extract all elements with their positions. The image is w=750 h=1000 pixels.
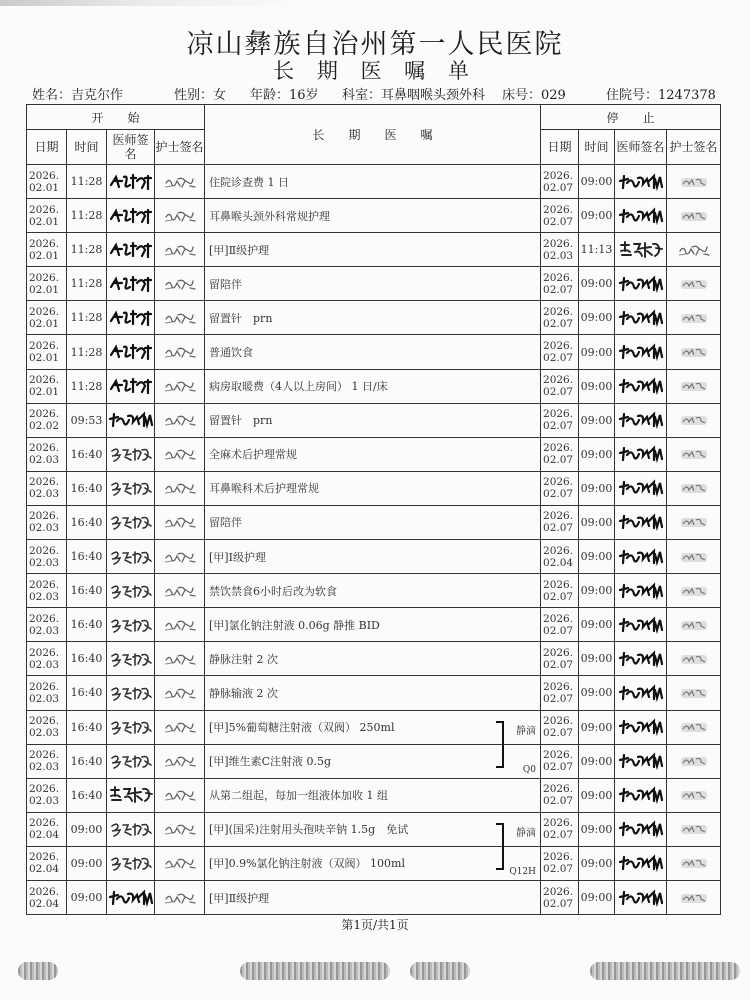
order-text bbox=[205, 165, 541, 199]
start-nurse-signature bbox=[155, 608, 205, 642]
order-content: 禁饮禁食6小时后改为软食 bbox=[209, 584, 338, 598]
stop-nurse-signature bbox=[667, 233, 721, 267]
stop-date: 2026. 02.07 bbox=[541, 403, 579, 437]
stop-date: 2026. 02.07 bbox=[541, 676, 579, 710]
admission-number: 住院号：1247378 bbox=[606, 88, 716, 103]
stop-doctor-signature bbox=[615, 880, 667, 914]
stop-nurse-header: 护士签名 bbox=[667, 130, 721, 165]
start-date: 2026. 02.02 bbox=[27, 403, 67, 437]
stop-doctor-header: 医师签名 bbox=[615, 130, 667, 165]
start-date: 2026. 02.01 bbox=[27, 267, 67, 301]
stop-doctor-signature bbox=[615, 540, 667, 574]
start-date: 2026. 02.03 bbox=[27, 744, 67, 778]
stop-time-header: 时间 bbox=[579, 130, 615, 165]
start-nurse-signature bbox=[155, 812, 205, 846]
order-content: 留置针 prn bbox=[209, 311, 273, 325]
stop-date: 2026. 02.07 bbox=[541, 846, 579, 880]
order-content: 耳鼻喉头颈外科常规护理 bbox=[209, 209, 331, 223]
stop-time: 09:00 bbox=[579, 880, 615, 914]
stop-time: 09:00 bbox=[579, 642, 615, 676]
route-frequency-label: 静滴 bbox=[516, 827, 537, 839]
start-time: 16:40 bbox=[67, 505, 107, 539]
stop-nurse-signature bbox=[667, 403, 721, 437]
start-time: 11:28 bbox=[67, 233, 107, 267]
stop-date: 2026. 02.07 bbox=[541, 505, 579, 539]
start-date: 2026. 02.04 bbox=[27, 812, 67, 846]
order-content: [甲]Ⅱ级护理 bbox=[209, 243, 270, 257]
order-text bbox=[205, 403, 541, 437]
start-date: 2026. 02.04 bbox=[27, 846, 67, 880]
start-doctor-signature bbox=[107, 505, 155, 539]
scan-smudge bbox=[240, 962, 390, 980]
scan-smudge bbox=[410, 962, 470, 980]
route-frequency-label: 静滴 bbox=[516, 725, 537, 737]
stop-time: 09:00 bbox=[579, 812, 615, 846]
start-nurse-signature bbox=[155, 505, 205, 539]
order-text bbox=[205, 267, 541, 301]
group-bracket bbox=[496, 823, 504, 847]
start-nurse-signature bbox=[155, 335, 205, 369]
start-doctor-header: 医师签名 bbox=[107, 130, 155, 165]
stop-date: 2026. 02.07 bbox=[541, 199, 579, 233]
start-time: 16:40 bbox=[67, 676, 107, 710]
start-doctor-signature bbox=[107, 233, 155, 267]
start-time: 16:40 bbox=[67, 574, 107, 608]
start-doctor-signature bbox=[107, 335, 155, 369]
start-nurse-signature bbox=[155, 880, 205, 914]
start-date: 2026. 02.04 bbox=[27, 880, 67, 914]
start-time: 11:28 bbox=[67, 267, 107, 301]
start-nurse-signature bbox=[155, 233, 205, 267]
orders-column-header: 长 期 医 嘱 bbox=[205, 105, 541, 165]
stop-date: 2026. 02.03 bbox=[541, 233, 579, 267]
stop-doctor-signature bbox=[615, 403, 667, 437]
start-date: 2026. 02.01 bbox=[27, 335, 67, 369]
stop-time: 11:13 bbox=[579, 233, 615, 267]
stop-time: 09:00 bbox=[579, 165, 615, 199]
stop-date: 2026. 02.07 bbox=[541, 880, 579, 914]
page-number: 第1页/共1页 bbox=[341, 918, 409, 932]
stop-date: 2026. 02.07 bbox=[541, 267, 579, 301]
stop-doctor-signature bbox=[615, 642, 667, 676]
start-doctor-signature bbox=[107, 165, 155, 199]
group-bracket bbox=[496, 721, 504, 745]
start-date: 2026. 02.01 bbox=[27, 369, 67, 403]
order-text bbox=[205, 710, 541, 744]
start-time: 11:28 bbox=[67, 199, 107, 233]
stop-nurse-signature bbox=[667, 301, 721, 335]
start-time: 09:00 bbox=[67, 846, 107, 880]
stop-date: 2026. 02.07 bbox=[541, 437, 579, 471]
stop-nurse-signature bbox=[667, 710, 721, 744]
stop-doctor-signature bbox=[615, 744, 667, 778]
order-text bbox=[205, 608, 541, 642]
stop-time: 09:00 bbox=[579, 437, 615, 471]
stop-date: 2026. 02.07 bbox=[541, 812, 579, 846]
stop-doctor-signature bbox=[615, 267, 667, 301]
start-date: 2026. 02.03 bbox=[27, 574, 67, 608]
start-date: 2026. 02.01 bbox=[27, 165, 67, 199]
stop-doctor-signature bbox=[615, 335, 667, 369]
scan-smudge bbox=[590, 962, 740, 980]
order-text bbox=[205, 574, 541, 608]
order-content: 留置针 prn bbox=[209, 414, 273, 428]
start-doctor-signature bbox=[107, 471, 155, 505]
order-row bbox=[27, 710, 721, 744]
stop-nurse-signature bbox=[667, 778, 721, 812]
group-bracket bbox=[496, 846, 504, 870]
order-row bbox=[27, 778, 721, 812]
start-doctor-signature bbox=[107, 437, 155, 471]
stop-doctor-signature bbox=[615, 778, 667, 812]
route-frequency-label: Q0 bbox=[522, 764, 537, 775]
patient-age: 年龄：16岁 bbox=[250, 88, 319, 103]
start-time: 16:40 bbox=[67, 471, 107, 505]
order-row bbox=[27, 608, 721, 642]
stop-time: 09:00 bbox=[579, 267, 615, 301]
start-doctor-signature bbox=[107, 778, 155, 812]
long-term-orders-table bbox=[26, 104, 721, 915]
start-doctor-signature bbox=[107, 744, 155, 778]
start-time: 09:00 bbox=[67, 812, 107, 846]
start-nurse-signature bbox=[155, 744, 205, 778]
stop-time: 09:00 bbox=[579, 403, 615, 437]
stop-date: 2026. 02.07 bbox=[541, 744, 579, 778]
start-date: 2026. 02.03 bbox=[27, 676, 67, 710]
order-row bbox=[27, 165, 721, 199]
start-doctor-signature bbox=[107, 540, 155, 574]
order-text bbox=[205, 812, 541, 846]
start-date: 2026. 02.03 bbox=[27, 778, 67, 812]
start-nurse-signature bbox=[155, 267, 205, 301]
stop-nurse-signature bbox=[667, 505, 721, 539]
start-doctor-signature bbox=[107, 710, 155, 744]
stop-nurse-signature bbox=[667, 574, 721, 608]
order-content: [甲]Ⅱ级护理 bbox=[209, 891, 270, 905]
start-date: 2026. 02.01 bbox=[27, 233, 67, 267]
order-content: 全麻术后护理常规 bbox=[209, 448, 298, 462]
start-date: 2026. 02.03 bbox=[27, 437, 67, 471]
start-date: 2026. 02.01 bbox=[27, 301, 67, 335]
start-doctor-signature bbox=[107, 403, 155, 437]
start-nurse-signature bbox=[155, 437, 205, 471]
scan-edge bbox=[0, 0, 750, 6]
start-time: 11:28 bbox=[67, 165, 107, 199]
start-nurse-signature bbox=[155, 165, 205, 199]
stop-doctor-signature bbox=[615, 846, 667, 880]
order-text bbox=[205, 505, 541, 539]
order-row bbox=[27, 574, 721, 608]
start-time: 09:00 bbox=[67, 880, 107, 914]
order-text bbox=[205, 676, 541, 710]
stop-time: 09:00 bbox=[579, 608, 615, 642]
stop-time: 09:00 bbox=[579, 540, 615, 574]
start-doctor-signature bbox=[107, 642, 155, 676]
stop-date: 2026. 02.04 bbox=[541, 540, 579, 574]
stop-doctor-signature bbox=[615, 812, 667, 846]
stop-nurse-signature bbox=[667, 846, 721, 880]
stop-date: 2026. 02.07 bbox=[541, 369, 579, 403]
order-row bbox=[27, 505, 721, 539]
stop-doctor-signature bbox=[615, 369, 667, 403]
stop-date: 2026. 02.07 bbox=[541, 301, 579, 335]
stop-time: 09:00 bbox=[579, 574, 615, 608]
start-nurse-signature bbox=[155, 471, 205, 505]
order-row bbox=[27, 335, 721, 369]
stop-nurse-signature bbox=[667, 199, 721, 233]
stop-group-header: 停 止 bbox=[541, 105, 721, 130]
start-date: 2026. 02.01 bbox=[27, 199, 67, 233]
order-text bbox=[205, 471, 541, 505]
start-nurse-header: 护士签名 bbox=[155, 130, 205, 165]
order-content: 病房取暖费（4人以上房间） 1 日/床 bbox=[209, 380, 388, 394]
start-doctor-signature bbox=[107, 267, 155, 301]
order-row bbox=[27, 744, 721, 778]
order-row bbox=[27, 880, 721, 914]
stop-nurse-signature bbox=[667, 369, 721, 403]
start-time: 11:28 bbox=[67, 369, 107, 403]
start-doctor-signature bbox=[107, 846, 155, 880]
order-row bbox=[27, 540, 721, 574]
start-nurse-signature bbox=[155, 710, 205, 744]
start-nurse-signature bbox=[155, 642, 205, 676]
scan-smudge bbox=[18, 962, 58, 980]
order-row bbox=[27, 812, 721, 846]
order-row bbox=[27, 369, 721, 403]
stop-time: 09:00 bbox=[579, 710, 615, 744]
start-doctor-signature bbox=[107, 574, 155, 608]
stop-date: 2026. 02.07 bbox=[541, 574, 579, 608]
order-content: 留陪伴 bbox=[209, 516, 243, 530]
patient-sex: 性别：女 bbox=[174, 88, 227, 103]
start-time: 16:40 bbox=[67, 778, 107, 812]
stop-nurse-signature bbox=[667, 642, 721, 676]
start-time-header: 时间 bbox=[67, 130, 107, 165]
start-nurse-signature bbox=[155, 846, 205, 880]
stop-doctor-signature bbox=[615, 301, 667, 335]
start-time: 16:40 bbox=[67, 437, 107, 471]
start-nurse-signature bbox=[155, 676, 205, 710]
order-rows bbox=[27, 165, 721, 915]
order-content: [甲]Ⅰ级护理 bbox=[209, 550, 266, 564]
start-date: 2026. 02.03 bbox=[27, 505, 67, 539]
start-time: 16:40 bbox=[67, 540, 107, 574]
stop-nurse-signature bbox=[667, 676, 721, 710]
stop-doctor-signature bbox=[615, 165, 667, 199]
start-time: 16:40 bbox=[67, 608, 107, 642]
order-row bbox=[27, 233, 721, 267]
order-text bbox=[205, 744, 541, 778]
stop-time: 09:00 bbox=[579, 846, 615, 880]
stop-time: 09:00 bbox=[579, 778, 615, 812]
group-bracket bbox=[496, 744, 504, 768]
order-text bbox=[205, 301, 541, 335]
start-time: 16:40 bbox=[67, 744, 107, 778]
order-content: 留陪伴 bbox=[209, 277, 243, 291]
stop-time: 09:00 bbox=[579, 471, 615, 505]
stop-nurse-signature bbox=[667, 880, 721, 914]
order-text bbox=[205, 335, 541, 369]
patient-bed: 床号：029 bbox=[502, 88, 566, 103]
order-content: 耳鼻喉科术后护理常规 bbox=[209, 482, 320, 496]
stop-doctor-signature bbox=[615, 608, 667, 642]
start-date: 2026. 02.03 bbox=[27, 608, 67, 642]
start-time: 16:40 bbox=[67, 710, 107, 744]
stop-nurse-signature bbox=[667, 608, 721, 642]
order-content: [甲]5%葡萄糖注射液（双阀） 250ml bbox=[209, 721, 395, 735]
start-date: 2026. 02.03 bbox=[27, 540, 67, 574]
stop-time: 09:00 bbox=[579, 505, 615, 539]
patient-dept: 科室：耳鼻咽喉头颈外科 bbox=[342, 88, 486, 103]
order-row bbox=[27, 403, 721, 437]
start-nurse-signature bbox=[155, 778, 205, 812]
route-frequency-label: Q12H bbox=[509, 866, 537, 877]
start-time: 11:28 bbox=[67, 335, 107, 369]
order-text bbox=[205, 642, 541, 676]
stop-doctor-signature bbox=[615, 710, 667, 744]
document-title: 长 期 医 嘱 单 bbox=[273, 59, 477, 83]
stop-doctor-signature bbox=[615, 437, 667, 471]
stop-time: 09:00 bbox=[579, 369, 615, 403]
stop-time: 09:00 bbox=[579, 676, 615, 710]
stop-doctor-signature bbox=[615, 471, 667, 505]
order-content: [甲]氯化钠注射液 0.06g 静推 BID bbox=[209, 618, 380, 632]
stop-nurse-signature bbox=[667, 335, 721, 369]
order-text bbox=[205, 846, 541, 880]
stop-nurse-signature bbox=[667, 540, 721, 574]
order-text bbox=[205, 369, 541, 403]
start-nurse-signature bbox=[155, 301, 205, 335]
start-time: 16:40 bbox=[67, 642, 107, 676]
stop-date-header: 日期 bbox=[541, 130, 579, 165]
stop-nurse-signature bbox=[667, 812, 721, 846]
order-text bbox=[205, 233, 541, 267]
start-nurse-signature bbox=[155, 540, 205, 574]
order-row bbox=[27, 199, 721, 233]
start-doctor-signature bbox=[107, 676, 155, 710]
stop-doctor-signature bbox=[615, 676, 667, 710]
order-row bbox=[27, 437, 721, 471]
start-time: 09:53 bbox=[67, 403, 107, 437]
start-doctor-signature bbox=[107, 199, 155, 233]
order-text bbox=[205, 199, 541, 233]
stop-date: 2026. 02.07 bbox=[541, 710, 579, 744]
order-text bbox=[205, 778, 541, 812]
order-content: 静脉输液 2 次 bbox=[209, 686, 279, 700]
stop-date: 2026. 02.07 bbox=[541, 165, 579, 199]
order-content: 静脉注射 2 次 bbox=[209, 652, 279, 666]
stop-doctor-signature bbox=[615, 233, 667, 267]
start-date: 2026. 02.03 bbox=[27, 642, 67, 676]
order-text bbox=[205, 540, 541, 574]
order-text bbox=[205, 437, 541, 471]
start-doctor-signature bbox=[107, 301, 155, 335]
stop-date: 2026. 02.07 bbox=[541, 778, 579, 812]
stop-nurse-signature bbox=[667, 744, 721, 778]
patient-info bbox=[32, 84, 722, 104]
order-row bbox=[27, 301, 721, 335]
stop-nurse-signature bbox=[667, 267, 721, 301]
stop-time: 09:00 bbox=[579, 199, 615, 233]
start-date-header: 日期 bbox=[27, 130, 67, 165]
stop-time: 09:00 bbox=[579, 301, 615, 335]
stop-doctor-signature bbox=[615, 505, 667, 539]
order-content: [甲]0.9%氯化钠注射液（双阀） 100ml bbox=[209, 857, 405, 871]
stop-date: 2026. 02.07 bbox=[541, 608, 579, 642]
order-row bbox=[27, 676, 721, 710]
stop-date: 2026. 02.07 bbox=[541, 335, 579, 369]
stop-date: 2026. 02.07 bbox=[541, 471, 579, 505]
stop-doctor-signature bbox=[615, 199, 667, 233]
start-nurse-signature bbox=[155, 574, 205, 608]
stop-nurse-signature bbox=[667, 471, 721, 505]
start-group-header: 开 始 bbox=[27, 105, 205, 130]
order-content: 从第二组起，每加一组液体加收 1 组 bbox=[209, 789, 389, 803]
stop-time: 09:00 bbox=[579, 335, 615, 369]
hospital-name: 凉山彝族自治州第一人民医院 bbox=[186, 29, 564, 60]
start-time: 11:28 bbox=[67, 301, 107, 335]
order-content: 普通饮食 bbox=[209, 346, 254, 360]
start-nurse-signature bbox=[155, 199, 205, 233]
start-doctor-signature bbox=[107, 880, 155, 914]
start-date: 2026. 02.03 bbox=[27, 710, 67, 744]
stop-doctor-signature bbox=[615, 574, 667, 608]
order-content: [甲](国采)注射用头孢呋辛钠 1.5g 免试 bbox=[209, 823, 409, 837]
stop-date: 2026. 02.07 bbox=[541, 642, 579, 676]
patient-name: 姓名：吉克尔作 bbox=[32, 88, 124, 103]
order-content: 住院诊查费 1 日 bbox=[209, 175, 290, 189]
stop-nurse-signature bbox=[667, 437, 721, 471]
stop-nurse-signature bbox=[667, 165, 721, 199]
order-row bbox=[27, 267, 721, 301]
start-nurse-signature bbox=[155, 403, 205, 437]
start-date: 2026. 02.03 bbox=[27, 471, 67, 505]
stop-time: 09:00 bbox=[579, 744, 615, 778]
order-row bbox=[27, 471, 721, 505]
start-nurse-signature bbox=[155, 369, 205, 403]
order-row bbox=[27, 642, 721, 676]
start-doctor-signature bbox=[107, 812, 155, 846]
start-doctor-signature bbox=[107, 369, 155, 403]
order-content: [甲]维生素C注射液 0.5g bbox=[209, 755, 332, 769]
order-row bbox=[27, 846, 721, 880]
order-text bbox=[205, 880, 541, 914]
start-doctor-signature bbox=[107, 608, 155, 642]
